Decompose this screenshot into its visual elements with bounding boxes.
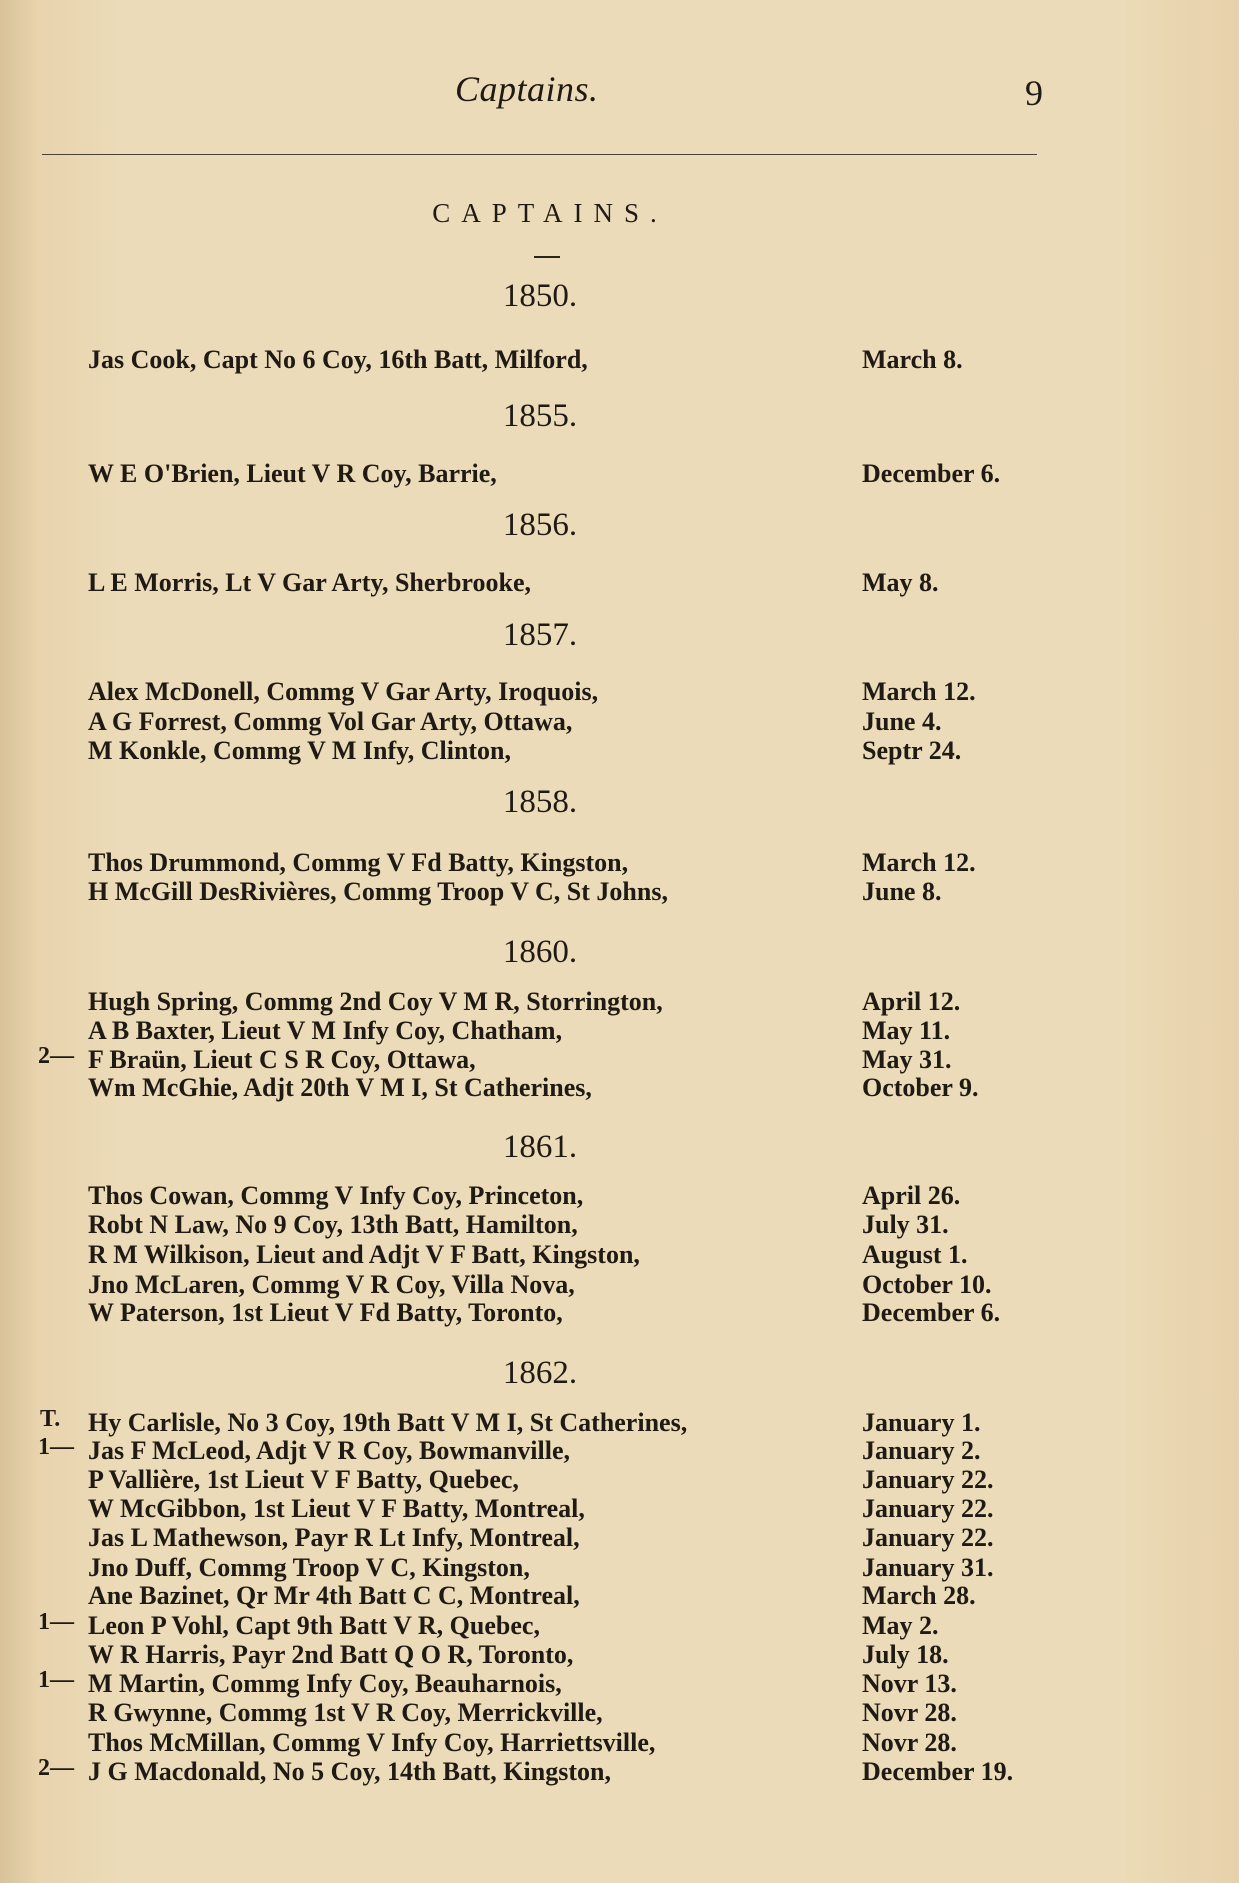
captain-entry [88,987,1088,1017]
captain-name: W E O'Brien, Lieut V R Coy, Barrie, [88,459,497,488]
captain-name: Hugh Spring, Commg 2nd Coy V M R, Storrington, [88,987,663,1016]
commission-date: December 6. [862,459,1001,488]
captain-name: P Vallière, 1st Lieut V F Batty, Quebec, [88,1465,519,1494]
year-heading: 1862. [502,1355,578,1391]
captain-name: Jas Cook, Capt No 6 Coy, 16th Batt, Milford, [88,345,588,374]
captain-name: M Martin, Commg Infy Coy, Beauharnois, [88,1669,562,1698]
commission-date: June 4. [862,707,942,736]
commission-date: June 8. [862,877,942,906]
commission-date: Septr 24. [862,736,962,765]
captain-entry [88,1181,1088,1211]
commission-date: May 11. [862,1016,951,1045]
captain-entry [88,1298,1088,1328]
margin-annotation: 2— [38,1755,74,1781]
page-number: 9 [1025,73,1043,113]
commission-date: Novr 28. [862,1728,957,1757]
captain-name: Hy Carlisle, No 3 Coy, 19th Batt V M I, St Catherines, [88,1408,688,1437]
captain-name: A B Baxter, Lieut V M Infy Coy, Chatham, [88,1016,563,1045]
captain-entry [88,345,1088,375]
page-header [0,62,1239,122]
commission-date: January 22. [862,1465,994,1494]
captain-name: Robt N Law, No 9 Coy, 13th Batt, Hamilton, [88,1210,578,1239]
captain-name: Jno McLaren, Commg V R Coy, Villa Nova, [88,1270,575,1299]
captain-entry [88,1240,1088,1270]
captain-entry [88,1581,1088,1611]
captain-name: Alex McDonell, Commg V Gar Arty, Iroquois, [88,677,599,706]
commission-date: January 22. [862,1523,994,1552]
commission-date: July 18. [862,1640,949,1669]
captain-entry [88,1270,1088,1300]
commission-date: August 1. [862,1240,968,1269]
captain-name: Thos Drummond, Commg V Fd Batty, Kingston, [88,848,629,877]
captain-name: Ane Bazinet, Qr Mr 4th Batt C C, Montreal, [88,1581,580,1610]
captain-name: L E Morris, Lt V Gar Arty, Sherbrooke, [88,568,531,597]
captain-name: W Paterson, 1st Lieut V Fd Batty, Toronto, [88,1298,563,1327]
captain-entry [88,1408,1088,1438]
margin-annotation: T. [40,1406,61,1432]
margin-annotation: 1— [38,1609,74,1635]
captain-name: J G Macdonald, No 5 Coy, 14th Batt, Kingston, [88,1757,611,1786]
captain-name: Jas F McLeod, Adjt V R Coy, Bowmanville, [88,1436,570,1465]
commission-date: March 28. [862,1581,976,1610]
captain-name: Jno Duff, Commg Troop V C, Kingston, [88,1553,530,1582]
captain-entry [88,1210,1088,1240]
margin-annotation: 1— [38,1667,74,1693]
commission-date: May 8. [862,568,939,597]
captain-entry [88,1757,1088,1787]
year-heading: 1850. [502,278,578,314]
margin-annotation: 1— [38,1434,74,1460]
commission-date: December 6. [862,1298,1001,1327]
header-rule [42,154,1037,155]
captain-entry [88,1045,1088,1075]
captain-entry [88,1669,1088,1699]
captain-name: Leon P Vohl, Capt 9th Batt V R, Quebec, [88,1611,540,1640]
commission-date: March 12. [862,677,976,706]
captain-name: Wm McGhie, Adjt 20th V M I, St Catherines, [88,1073,592,1102]
commission-date: January 2. [862,1436,981,1465]
year-heading: 1856. [502,507,578,543]
captain-name: R M Wilkison, Lieut and Adjt V F Batt, Kingston, [88,1240,640,1269]
captain-entry [88,877,1088,907]
commission-date: January 22. [862,1494,994,1523]
commission-date: October 10. [862,1270,992,1299]
captain-entry [88,736,1088,766]
captain-entry [88,848,1088,878]
captain-name: R Gwynne, Commg 1st V R Coy, Merrickville, [88,1698,603,1727]
commission-date: May 31. [862,1045,952,1074]
captain-entry [88,568,1088,598]
commission-date: October 9. [862,1073,979,1102]
captain-entry [88,1553,1088,1583]
captain-entry [88,1016,1088,1046]
captain-entry [88,1523,1088,1553]
captain-entry [88,1728,1088,1758]
captain-entry [88,707,1088,737]
year-heading: 1855. [502,398,578,434]
captain-entry [88,1494,1088,1524]
year-heading: 1857. [502,617,578,653]
captain-entry [88,1611,1088,1641]
commission-date: January 1. [862,1408,981,1437]
captain-name: W R Harris, Payr 2nd Batt Q O R, Toronto, [88,1640,574,1669]
captain-name: Jas L Mathewson, Payr R Lt Infy, Montreal, [88,1523,580,1552]
margin-annotation: 2— [38,1043,74,1069]
captain-entry [88,1640,1088,1670]
captain-entry [88,1465,1088,1495]
year-heading: 1861. [502,1129,578,1165]
captain-entry [88,1436,1088,1466]
commission-date: March 12. [862,848,976,877]
commission-date: April 26. [862,1181,961,1210]
commission-date: December 19. [862,1757,1014,1786]
section-title: CAPTAINS. [432,198,668,228]
commission-date: Novr 28. [862,1698,957,1727]
commission-date: July 31. [862,1210,949,1239]
captain-name: H McGill DesRivières, Commg Troop V C, St Johns, [88,877,668,906]
captain-name: Thos Cowan, Commg V Infy Coy, Princeton, [88,1181,584,1210]
captain-entry [88,677,1088,707]
captain-name: M Konkle, Commg V M Infy, Clinton, [88,736,512,765]
commission-date: Novr 13. [862,1669,957,1698]
title-dash [534,256,560,258]
year-heading: 1858. [502,784,578,820]
running-head: Captains. [455,69,599,109]
year-heading: 1860. [502,934,578,970]
commission-date: January 31. [862,1553,994,1582]
captain-entry [88,1073,1088,1103]
commission-date: April 12. [862,987,961,1016]
captain-name: W McGibbon, 1st Lieut V F Batty, Montreal, [88,1494,585,1523]
captain-name: A G Forrest, Commg Vol Gar Arty, Ottawa, [88,707,573,736]
captain-name: F Braün, Lieut C S R Coy, Ottawa, [88,1045,476,1074]
captain-entry [88,1698,1088,1728]
captain-entry [88,459,1088,489]
captain-name: Thos McMillan, Commg V Infy Coy, Harriettsville, [88,1728,656,1757]
commission-date: March 8. [862,345,963,374]
commission-date: May 2. [862,1611,939,1640]
